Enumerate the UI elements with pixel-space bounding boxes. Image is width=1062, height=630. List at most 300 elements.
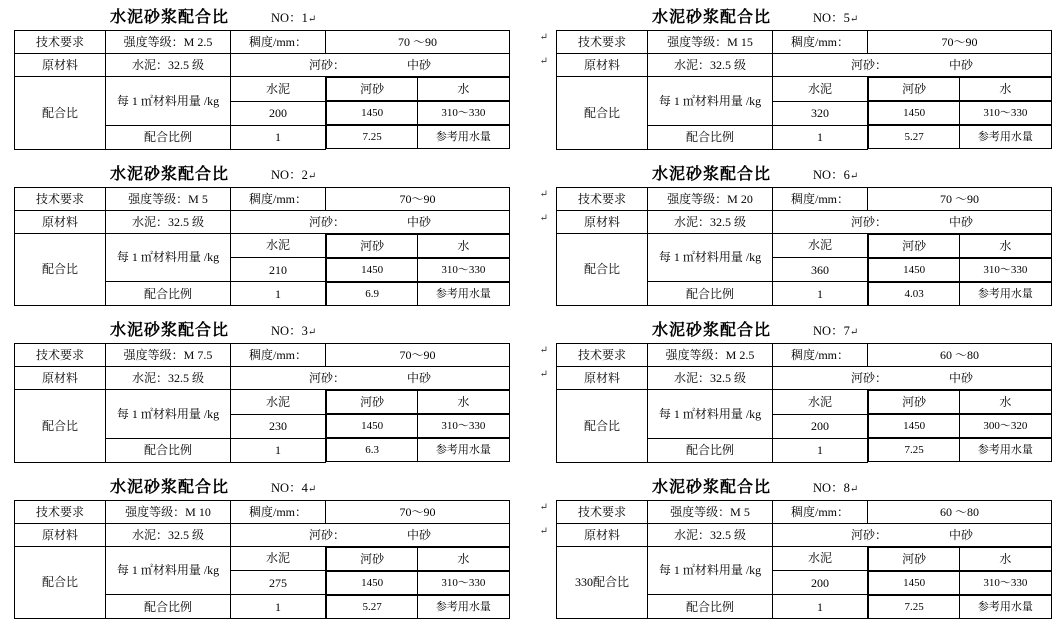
cell-cement-grade <box>648 54 773 77</box>
cell-head-sand: 河砂 <box>869 234 960 257</box>
cement-grade-value: 32.5 级 <box>168 527 205 542</box>
cell-water-qty: 310～330 <box>960 571 1051 594</box>
cell-ratio-sand: 6.3 <box>327 439 418 462</box>
cell-per-m3-label: 每 1 ㎡材料用量 /kg <box>648 233 773 282</box>
cell-sand-water-qty <box>326 258 510 282</box>
sand-value: 中砂 <box>407 58 432 72</box>
mix-ratio-table <box>556 500 1052 620</box>
cell-head-water: 水 <box>960 547 1051 570</box>
cell-ratio-cement: 1 <box>773 125 868 149</box>
card-number <box>813 478 858 496</box>
cell-head-cement: 水泥 <box>231 390 326 415</box>
table-row <box>557 390 1052 415</box>
table-wrapper <box>556 30 1062 150</box>
strength-grade-value: M 2.5 <box>183 35 213 49</box>
table-row <box>557 546 1052 571</box>
cell-head-sand: 河砂 <box>869 78 960 101</box>
sand-value: 中砂 <box>949 214 974 229</box>
cell-ratio-cement: 1 <box>231 595 326 619</box>
cell-head-sand: 河砂 <box>869 547 960 570</box>
cell-mix-ratio-label: 配合比 <box>557 390 648 463</box>
card-number <box>813 165 858 183</box>
paragraph-mark-icon <box>540 345 548 356</box>
card-number-value: 4 <box>301 480 308 495</box>
table-row <box>557 523 1052 546</box>
table-row <box>557 500 1052 523</box>
table-wrapper <box>556 500 1062 620</box>
cell-sand-qty: 1450 <box>327 415 418 438</box>
cement-label: 水泥： <box>131 527 168 542</box>
cell-tech-req-label: 技术要求 <box>15 344 106 367</box>
cell-cement-qty: 360 <box>773 258 868 282</box>
cell-mix-ratio-label: 配合比 <box>15 390 106 463</box>
cell-ratio-sand-water <box>326 125 510 149</box>
cell-head-sand-water <box>326 390 510 415</box>
cell-head-sand-water <box>868 233 1052 258</box>
card-header <box>556 317 1062 343</box>
cell-head-water: 水 <box>418 391 509 414</box>
sand-value: 中砂 <box>407 214 432 229</box>
card-title: 水泥砂浆配合比 <box>110 9 230 26</box>
paragraph-mark-icon <box>540 502 548 513</box>
cell-head-sand: 河砂 <box>327 234 418 257</box>
cell-strength <box>106 344 231 367</box>
cell-ratio-cement: 1 <box>773 595 868 619</box>
strength-grade-value: M 15 <box>727 35 753 49</box>
strength-grade-label: 强度等级： <box>123 35 184 49</box>
table-row <box>15 187 510 210</box>
cell-head-water: 水 <box>418 234 509 257</box>
cell-head-water: 水 <box>418 78 509 101</box>
cell-strength <box>106 31 231 54</box>
cell-mix-ratio-label: 330配合比 <box>557 546 648 619</box>
cell-ratio-sand-water <box>326 282 510 306</box>
cell-ratio-sand-water <box>868 282 1052 306</box>
cell-head-water: 水 <box>960 391 1051 414</box>
cell-water-note: 参考用水量 <box>960 595 1051 618</box>
cell-head-sand-water <box>868 390 1052 415</box>
mix-ratio-table <box>556 343 1052 463</box>
cell-head-cement: 水泥 <box>231 546 326 571</box>
cement-label: 水泥： <box>673 527 710 542</box>
cell-water-note: 参考用水量 <box>418 439 509 462</box>
cell-per-m3-label: 每 1 ㎡材料用量 /kg <box>106 77 231 126</box>
cell-consistency-value: 60 ～80 <box>868 500 1052 523</box>
mix-ratio-table <box>14 500 510 620</box>
card-number <box>271 165 316 183</box>
card-number-prefix: NO： <box>813 167 844 182</box>
strength-grade-value: M 5 <box>188 191 208 206</box>
cell-cement-grade <box>106 210 231 233</box>
cell-consistency-label: 稠度/mm： <box>231 31 326 54</box>
paragraph-mark-icon <box>540 189 548 200</box>
paragraph-mark-icon <box>540 213 548 224</box>
table-wrapper <box>14 30 534 150</box>
cell-cement-grade <box>106 367 231 390</box>
strength-grade-label: 强度等级： <box>665 348 726 362</box>
sand-label: 河砂： <box>308 214 345 229</box>
cell-tech-req-label: 技术要求 <box>15 31 106 54</box>
paragraph-mark-icon <box>540 526 548 537</box>
table-wrapper <box>14 187 534 307</box>
cell-sand-qty: 1450 <box>327 571 418 594</box>
strength-grade-label: 强度等级： <box>667 191 728 206</box>
cell-mix-ratio-label: 配合比 <box>557 77 648 150</box>
mix-ratio-table <box>556 30 1052 150</box>
strength-grade-value: M 20 <box>727 191 753 206</box>
cell-sand-water-qty <box>868 101 1052 125</box>
cell-ratio-row-label: 配合比例 <box>106 282 231 306</box>
table-row <box>15 546 510 571</box>
cell-ratio-sand-water <box>326 438 510 462</box>
card-header <box>556 161 1062 187</box>
cell-ratio-cement: 1 <box>231 282 326 306</box>
cell-water-note: 参考用水量 <box>960 282 1051 305</box>
cell-head-cement: 水泥 <box>773 546 868 571</box>
sand-label: 河砂： <box>850 371 887 385</box>
paragraph-mark-icon <box>308 171 316 182</box>
cell-head-cement: 水泥 <box>231 233 326 258</box>
cement-grade-value: 32.5 级 <box>168 58 205 72</box>
cell-ratio-sand: 7.25 <box>327 126 418 149</box>
cell-per-m3-label: 每 1 ㎡材料用量 /kg <box>648 390 773 439</box>
cement-label: 水泥： <box>131 371 168 385</box>
cell-ratio-sand-water <box>868 438 1052 462</box>
cell-cement-qty: 275 <box>231 571 326 595</box>
strength-grade-label: 强度等级： <box>125 504 186 519</box>
cell-ratio-row-label: 配合比例 <box>106 125 231 149</box>
cement-label: 水泥： <box>673 58 710 72</box>
cell-per-m3-label: 每 1 ㎡材料用量 /kg <box>648 77 773 126</box>
mix-ratio-table <box>14 343 510 463</box>
mix-ratio-card <box>14 474 534 620</box>
card-number <box>271 478 316 496</box>
cell-strength <box>648 500 773 523</box>
cell-cement-qty: 210 <box>231 258 326 282</box>
cell-consistency-label: 稠度/mm： <box>231 187 326 210</box>
strength-grade-value: M 5 <box>730 504 750 519</box>
sand-value: 中砂 <box>949 371 974 385</box>
cell-tech-req-label: 技术要求 <box>15 187 106 210</box>
card-header <box>14 161 534 187</box>
cell-raw-material-label: 原材料 <box>557 523 648 546</box>
cell-sand <box>773 523 1052 546</box>
card-number-prefix: NO： <box>813 480 844 495</box>
cell-cement-qty: 320 <box>773 101 868 125</box>
sand-label: 河砂： <box>850 527 887 542</box>
cell-raw-material-label: 原材料 <box>557 367 648 390</box>
cell-head-sand: 河砂 <box>327 78 418 101</box>
table-row <box>15 233 510 258</box>
cell-head-sand-water <box>868 546 1052 571</box>
table-row <box>557 344 1052 367</box>
cell-head-water: 水 <box>960 234 1051 257</box>
cell-head-sand-water <box>326 77 510 102</box>
paragraph-mark-icon <box>540 369 548 380</box>
table-row <box>15 500 510 523</box>
card-number-prefix: NO： <box>271 480 302 495</box>
cell-cement-grade <box>106 523 231 546</box>
table-row <box>15 523 510 546</box>
cell-water-qty: 300～320 <box>960 415 1051 438</box>
table-row <box>15 31 510 54</box>
card-number-value: 5 <box>843 11 850 25</box>
cell-ratio-sand: 7.25 <box>869 439 960 462</box>
cell-water-qty: 310～330 <box>418 102 509 125</box>
cell-raw-material-label: 原材料 <box>557 54 648 77</box>
card-title: 水泥砂浆配合比 <box>652 165 772 183</box>
cell-water-note: 参考用水量 <box>418 595 509 618</box>
cell-consistency-value: 70～90 <box>326 500 510 523</box>
strength-grade-label: 强度等级： <box>123 348 184 362</box>
cell-head-water: 水 <box>418 547 509 570</box>
cell-strength <box>648 344 773 367</box>
sand-value: 中砂 <box>407 527 432 542</box>
cell-head-sand-water <box>868 77 1052 102</box>
paragraph-mark-icon <box>850 327 858 338</box>
sand-label: 河砂： <box>308 58 345 72</box>
cement-label: 水泥： <box>673 371 710 385</box>
paragraph-mark-icon <box>850 171 858 182</box>
cell-mix-ratio-label: 配合比 <box>557 233 648 306</box>
cell-raw-material-label: 原材料 <box>557 210 648 233</box>
cell-ratio-sand: 6.9 <box>327 282 418 305</box>
mix-ratio-card <box>14 4 534 150</box>
table-wrapper <box>556 343 1062 463</box>
cell-water-note: 参考用水量 <box>418 282 509 305</box>
cell-ratio-sand-water <box>868 125 1052 149</box>
cell-consistency-label: 稠度/mm： <box>231 344 326 367</box>
cell-strength <box>648 31 773 54</box>
cell-per-m3-label: 每 1 ㎡材料用量 /kg <box>648 546 773 595</box>
table-row <box>557 210 1052 233</box>
table-wrapper <box>14 500 534 620</box>
paragraph-mark-icon <box>308 484 316 495</box>
cell-head-cement: 水泥 <box>773 390 868 415</box>
cell-consistency-value: 60 ～80 <box>868 344 1052 367</box>
mix-ratio-card <box>556 161 1062 307</box>
table-row <box>557 77 1052 102</box>
cell-ratio-sand: 4.03 <box>869 282 960 305</box>
card-number-value: 1 <box>301 11 308 25</box>
paragraph-mark-icon <box>308 14 316 25</box>
cell-water-note: 参考用水量 <box>960 126 1051 149</box>
table-row <box>557 367 1052 390</box>
cell-ratio-row-label: 配合比例 <box>648 595 773 619</box>
cell-sand <box>773 367 1052 390</box>
table-row <box>15 54 510 77</box>
card-title: 水泥砂浆配合比 <box>652 9 772 26</box>
mix-ratio-table <box>14 187 510 307</box>
cell-raw-material-label: 原材料 <box>15 210 106 233</box>
sand-label: 河砂： <box>308 527 345 542</box>
strength-grade-value: M 10 <box>185 504 211 519</box>
cell-sand-qty: 1450 <box>869 415 960 438</box>
cell-mix-ratio-label: 配合比 <box>15 233 106 306</box>
table-row <box>557 233 1052 258</box>
cell-sand <box>773 54 1052 77</box>
cell-ratio-row-label: 配合比例 <box>648 125 773 149</box>
cell-consistency-value: 70～90 <box>326 344 510 367</box>
cement-grade-value: 32.5 级 <box>710 371 747 385</box>
cell-cement-grade <box>648 523 773 546</box>
paragraph-mark-icon <box>540 32 548 43</box>
card-title: 水泥砂浆配合比 <box>652 478 772 496</box>
cell-head-cement: 水泥 <box>773 77 868 102</box>
cell-ratio-sand: 5.27 <box>327 595 418 618</box>
cell-consistency-value: 70～90 <box>326 187 510 210</box>
card-header <box>14 474 534 500</box>
cell-strength <box>648 187 773 210</box>
cell-head-cement: 水泥 <box>231 77 326 102</box>
card-title: 水泥砂浆配合比 <box>110 322 230 339</box>
strength-grade-label: 强度等级： <box>670 504 731 519</box>
cell-ratio-sand: 7.25 <box>869 595 960 618</box>
sand-value: 中砂 <box>407 371 432 385</box>
card-number <box>271 321 316 339</box>
paragraph-mark-icon <box>540 56 548 67</box>
cell-water-qty: 310～330 <box>960 102 1051 125</box>
paragraph-mark-icon <box>850 484 858 495</box>
cell-ratio-sand-water <box>326 595 510 619</box>
cell-raw-material-label: 原材料 <box>15 54 106 77</box>
card-number-prefix: NO： <box>271 167 302 182</box>
cell-sand <box>773 210 1052 233</box>
cell-water-note: 参考用水量 <box>960 439 1051 462</box>
cell-sand-qty: 1450 <box>327 102 418 125</box>
cement-label: 水泥： <box>131 58 168 72</box>
cell-sand <box>231 54 510 77</box>
table-row <box>557 54 1052 77</box>
cell-mix-ratio-label: 配合比 <box>15 77 106 150</box>
strength-grade-value: M 2.5 <box>725 348 755 362</box>
table-row <box>557 187 1052 210</box>
cell-ratio-sand-water <box>868 595 1052 619</box>
cement-label: 水泥： <box>131 214 168 229</box>
cell-raw-material-label: 原材料 <box>15 367 106 390</box>
card-number-prefix: NO： <box>271 324 302 338</box>
cell-head-sand: 河砂 <box>327 547 418 570</box>
cement-grade-value: 32.5 级 <box>710 58 747 72</box>
sand-value: 中砂 <box>949 58 974 72</box>
cell-strength <box>106 187 231 210</box>
card-number-prefix: NO： <box>813 324 844 338</box>
card-number-prefix: NO： <box>813 11 844 25</box>
table-row <box>15 367 510 390</box>
cell-water-qty: 310～330 <box>418 415 509 438</box>
mix-ratio-card <box>14 317 534 463</box>
sand-label: 河砂： <box>308 371 345 385</box>
cell-water-qty: 310～330 <box>418 258 509 281</box>
cell-strength <box>106 500 231 523</box>
cement-grade-value: 32.5 级 <box>168 214 205 229</box>
cell-sand-qty: 1450 <box>869 102 960 125</box>
table-row <box>15 344 510 367</box>
cell-sand-water-qty <box>326 571 510 595</box>
cell-tech-req-label: 技术要求 <box>557 187 648 210</box>
cell-per-m3-label: 每 1 ㎡材料用量 /kg <box>106 546 231 595</box>
sand-value: 中砂 <box>949 527 974 542</box>
table-row <box>15 77 510 102</box>
card-header <box>14 317 534 343</box>
cell-cement-qty: 200 <box>773 414 868 438</box>
card-number-value: 2 <box>301 167 308 182</box>
cell-head-sand-water <box>326 546 510 571</box>
strength-grade-label: 强度等级： <box>128 191 189 206</box>
cement-grade-value: 32.5 级 <box>168 371 205 385</box>
mix-ratio-card <box>556 317 1062 463</box>
paragraph-mark-icon <box>308 327 316 338</box>
card-number-value: 6 <box>843 167 850 182</box>
cell-consistency-label: 稠度/mm： <box>773 344 868 367</box>
table-row <box>15 210 510 233</box>
card-number-value: 3 <box>301 324 308 338</box>
cell-ratio-row-label: 配合比例 <box>106 438 231 462</box>
cell-sand <box>231 367 510 390</box>
table-wrapper <box>556 187 1062 307</box>
strength-grade-label: 强度等级： <box>667 35 728 49</box>
cell-water-qty: 310～330 <box>960 258 1051 281</box>
mix-ratio-table <box>14 30 510 150</box>
cell-ratio-cement: 1 <box>773 282 868 306</box>
cell-sand <box>231 210 510 233</box>
cell-ratio-sand: 5.27 <box>869 126 960 149</box>
cell-cement-qty: 200 <box>231 101 326 125</box>
strength-grade-value: M 7.5 <box>183 348 213 362</box>
card-number-prefix: NO： <box>271 11 302 25</box>
cell-ratio-row-label: 配合比例 <box>106 595 231 619</box>
mix-ratio-table <box>556 187 1052 307</box>
cell-consistency-label: 稠度/mm： <box>773 187 868 210</box>
cell-consistency-label: 稠度/mm： <box>773 31 868 54</box>
cell-per-m3-label: 每 1 ㎡材料用量 /kg <box>106 390 231 439</box>
cell-ratio-cement: 1 <box>231 438 326 462</box>
mix-ratio-card <box>556 474 1062 620</box>
cell-cement-grade <box>648 210 773 233</box>
cell-sand-qty: 1450 <box>869 258 960 281</box>
mix-ratio-card <box>14 161 534 307</box>
cell-consistency-label: 稠度/mm： <box>231 500 326 523</box>
cell-ratio-row-label: 配合比例 <box>648 438 773 462</box>
cell-head-sand-water <box>326 233 510 258</box>
card-header <box>556 474 1062 500</box>
cement-grade-value: 32.5 级 <box>710 527 747 542</box>
cell-tech-req-label: 技术要求 <box>557 344 648 367</box>
cell-sand-water-qty <box>326 414 510 438</box>
cell-sand-water-qty <box>868 571 1052 595</box>
cell-sand-water-qty <box>326 101 510 125</box>
cell-mix-ratio-label: 配合比 <box>15 546 106 619</box>
sand-label: 河砂： <box>850 214 887 229</box>
card-header <box>556 4 1062 30</box>
cell-cement-qty: 230 <box>231 414 326 438</box>
cell-head-sand: 河砂 <box>327 391 418 414</box>
cell-consistency-value: 70 ～90 <box>326 31 510 54</box>
paragraph-mark-icon <box>850 14 858 25</box>
cell-head-sand: 河砂 <box>869 391 960 414</box>
cell-ratio-cement: 1 <box>773 438 868 462</box>
cell-consistency-value: 70 ～90 <box>868 187 1052 210</box>
cell-ratio-cement: 1 <box>231 125 326 149</box>
card-header <box>14 4 534 30</box>
cell-cement-qty: 200 <box>773 571 868 595</box>
cement-grade-value: 32.5 级 <box>710 214 747 229</box>
cell-head-water: 水 <box>960 78 1051 101</box>
cell-sand-qty: 1450 <box>869 571 960 594</box>
cell-per-m3-label: 每 1 ㎡材料用量 /kg <box>106 233 231 282</box>
card-number-value: 8 <box>843 480 850 495</box>
card-title: 水泥砂浆配合比 <box>110 478 230 496</box>
